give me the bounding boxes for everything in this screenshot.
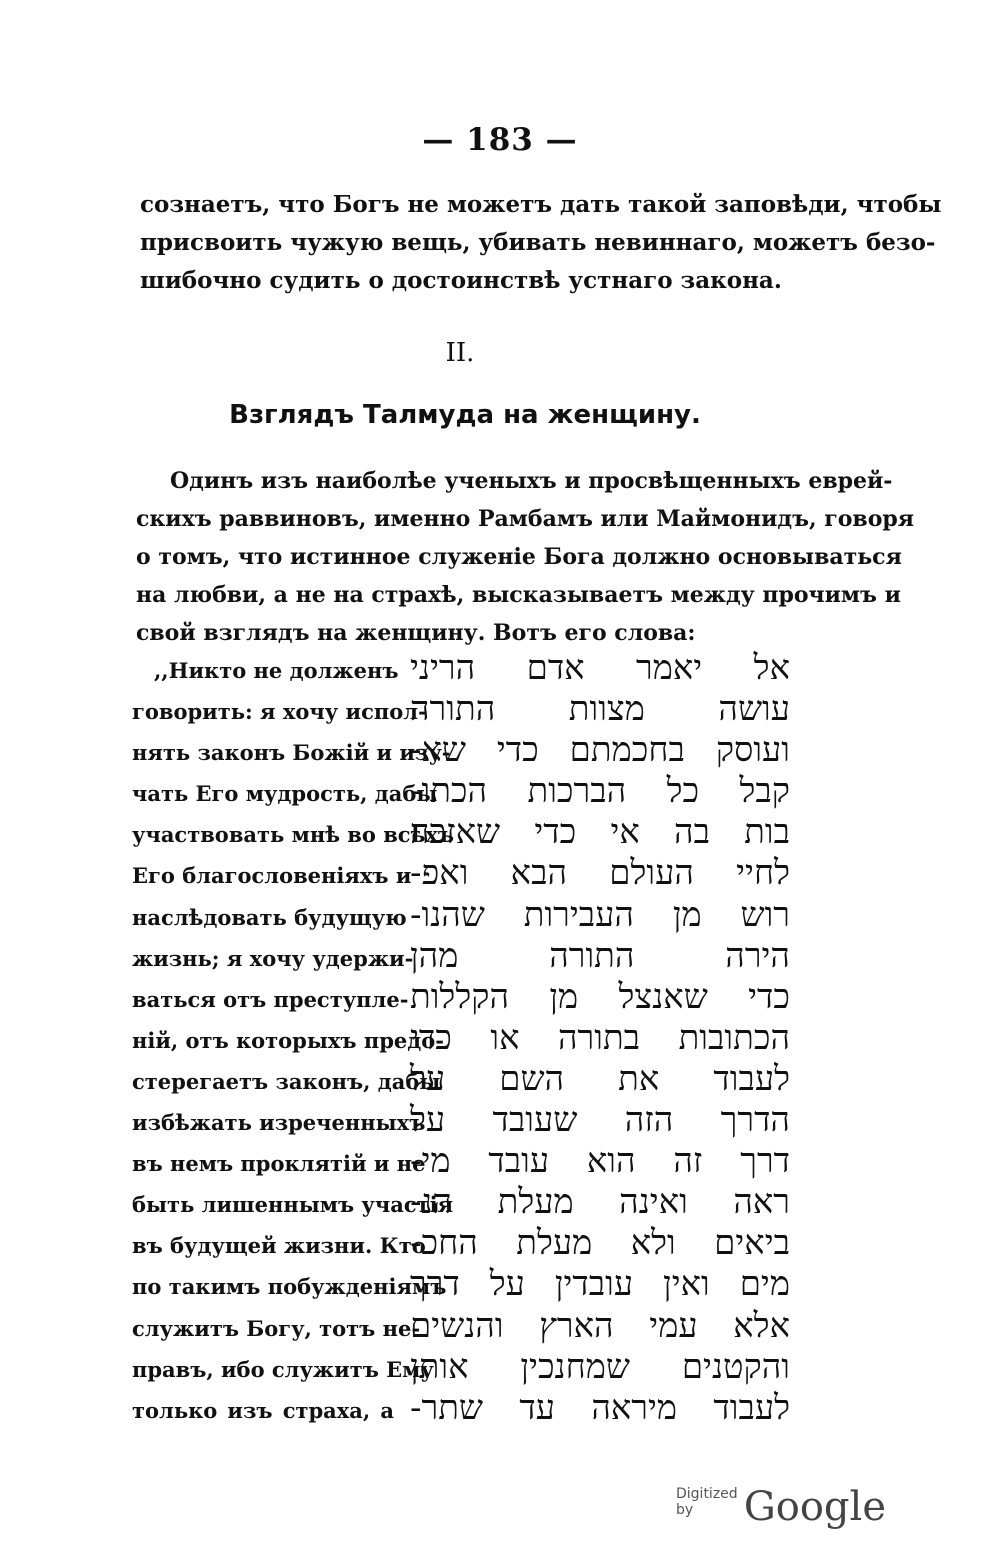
hebrew-line: הדרך הזה שעובד על bbox=[410, 1100, 790, 1141]
watermark-prefix: Digitized by bbox=[676, 1486, 738, 1518]
text-line: избѣжать изреченныхъ bbox=[132, 1110, 426, 1136]
section-number: II. bbox=[445, 338, 475, 368]
text-line: быть лишеннымъ участiя bbox=[132, 1192, 454, 1218]
text-line: нять законъ Божiй и изу- bbox=[132, 740, 451, 766]
text-line: на любви, а не на страхѣ, высказываетъ между прочимъ и bbox=[136, 582, 901, 608]
text-line: шибочно судить о достоинствѣ устнаго закона. bbox=[140, 267, 782, 294]
hebrew-line: קבל כל הברכות הכתו- bbox=[410, 771, 790, 812]
digitized-watermark bbox=[676, 1470, 886, 1530]
hebrew-line: רוש מן העבירות שהנו- bbox=[410, 894, 790, 935]
section-title: Взглядъ Талмуда на женщину. bbox=[229, 400, 701, 430]
text-line: по такимъ побужденiямъ bbox=[132, 1274, 447, 1300]
text-line: нiй, отъ которыхъ предо- bbox=[132, 1027, 444, 1053]
hebrew-line: ועוסק בחכמתם כדי שא- bbox=[410, 730, 790, 771]
text-line: участвовать мнѣ во всѣхъ bbox=[132, 822, 454, 848]
hebrew-line: הירה התורה מהן bbox=[410, 935, 790, 976]
russian-translation-column bbox=[132, 650, 454, 1431]
hebrew-line: אלא עמי הארץ והנשים bbox=[410, 1305, 790, 1346]
text-line: служитъ Богу, тотъ не- bbox=[132, 1315, 421, 1341]
text-line: наслѣдовать будущую bbox=[132, 904, 407, 930]
hebrew-line: לחיי העולם הבא ואפ- bbox=[410, 853, 790, 894]
hebrew-line: לעבוד מיראה עד שתר- bbox=[410, 1387, 790, 1428]
hebrew-line: הכתובות בתורה או כדי bbox=[410, 1017, 790, 1058]
hebrew-line: והקטנים שמחנכין אותן bbox=[410, 1346, 790, 1387]
hebrew-quote-column bbox=[410, 648, 790, 1429]
text-line: присвоить чужую вещь, убивать невиннаго, можетъ безо- bbox=[140, 229, 936, 256]
text-line: о томъ, что истинное служенiе Бога должно основываться bbox=[136, 544, 902, 570]
text-line: стерегаетъ законъ, дабы bbox=[132, 1068, 441, 1094]
text-line: въ будущей жизни. Кто bbox=[132, 1233, 426, 1259]
hebrew-line: עושה מצוות התורה bbox=[410, 689, 790, 730]
hebrew-line: לעבוד את השם על bbox=[410, 1058, 790, 1099]
text-line: Одинъ изъ наиболѣе ученыхъ и просвѣщенныхъ еврей- bbox=[170, 468, 893, 494]
hebrew-line: ראה ואינה מעלת הנ- bbox=[410, 1182, 790, 1223]
page-number: — 183 — bbox=[422, 122, 578, 158]
text-line: скихъ раввиновъ, именно Рамбамъ или Маймонидъ, говоря bbox=[136, 506, 915, 532]
text-line: въ немъ проклятiй и не bbox=[132, 1151, 426, 1177]
text-line: жизнь; я хочу удержи- bbox=[132, 945, 414, 971]
hebrew-line: דרך זה הוא עובד מי- bbox=[410, 1141, 790, 1182]
text-line: ,,Никто не долженъ bbox=[154, 658, 399, 683]
top-paragraph bbox=[140, 186, 942, 300]
google-logo: Google bbox=[743, 1484, 886, 1530]
intro-paragraph bbox=[136, 462, 915, 652]
hebrew-line: מים ואין עובדין על דרך bbox=[410, 1264, 790, 1305]
text-line: говорить: я хочу испол- bbox=[132, 699, 427, 725]
hebrew-line: אל יאמר אדם הריני bbox=[410, 648, 790, 688]
hebrew-line: בות בה אי כדי שאזכה bbox=[410, 812, 790, 853]
text-line: ваться отъ преступле- bbox=[132, 986, 409, 1012]
text-line: чать Его мудрость, дабы bbox=[132, 781, 438, 807]
text-line: правъ, ибо служитъ Ему bbox=[132, 1356, 434, 1382]
text-line: сознаетъ, что Богъ не можетъ дать такой заповѣди, чтобы bbox=[140, 191, 942, 218]
hebrew-line: ביאים ולא מעלת החכ- bbox=[410, 1223, 790, 1264]
text-line: только изъ страха, а bbox=[132, 1397, 394, 1423]
hebrew-line: כדי שאנצל מן הקללות bbox=[410, 976, 790, 1017]
text-line: Его благословенiяхъ и bbox=[132, 863, 412, 889]
text-line: свой взглядъ на женщину. Вотъ его слова: bbox=[136, 620, 696, 646]
